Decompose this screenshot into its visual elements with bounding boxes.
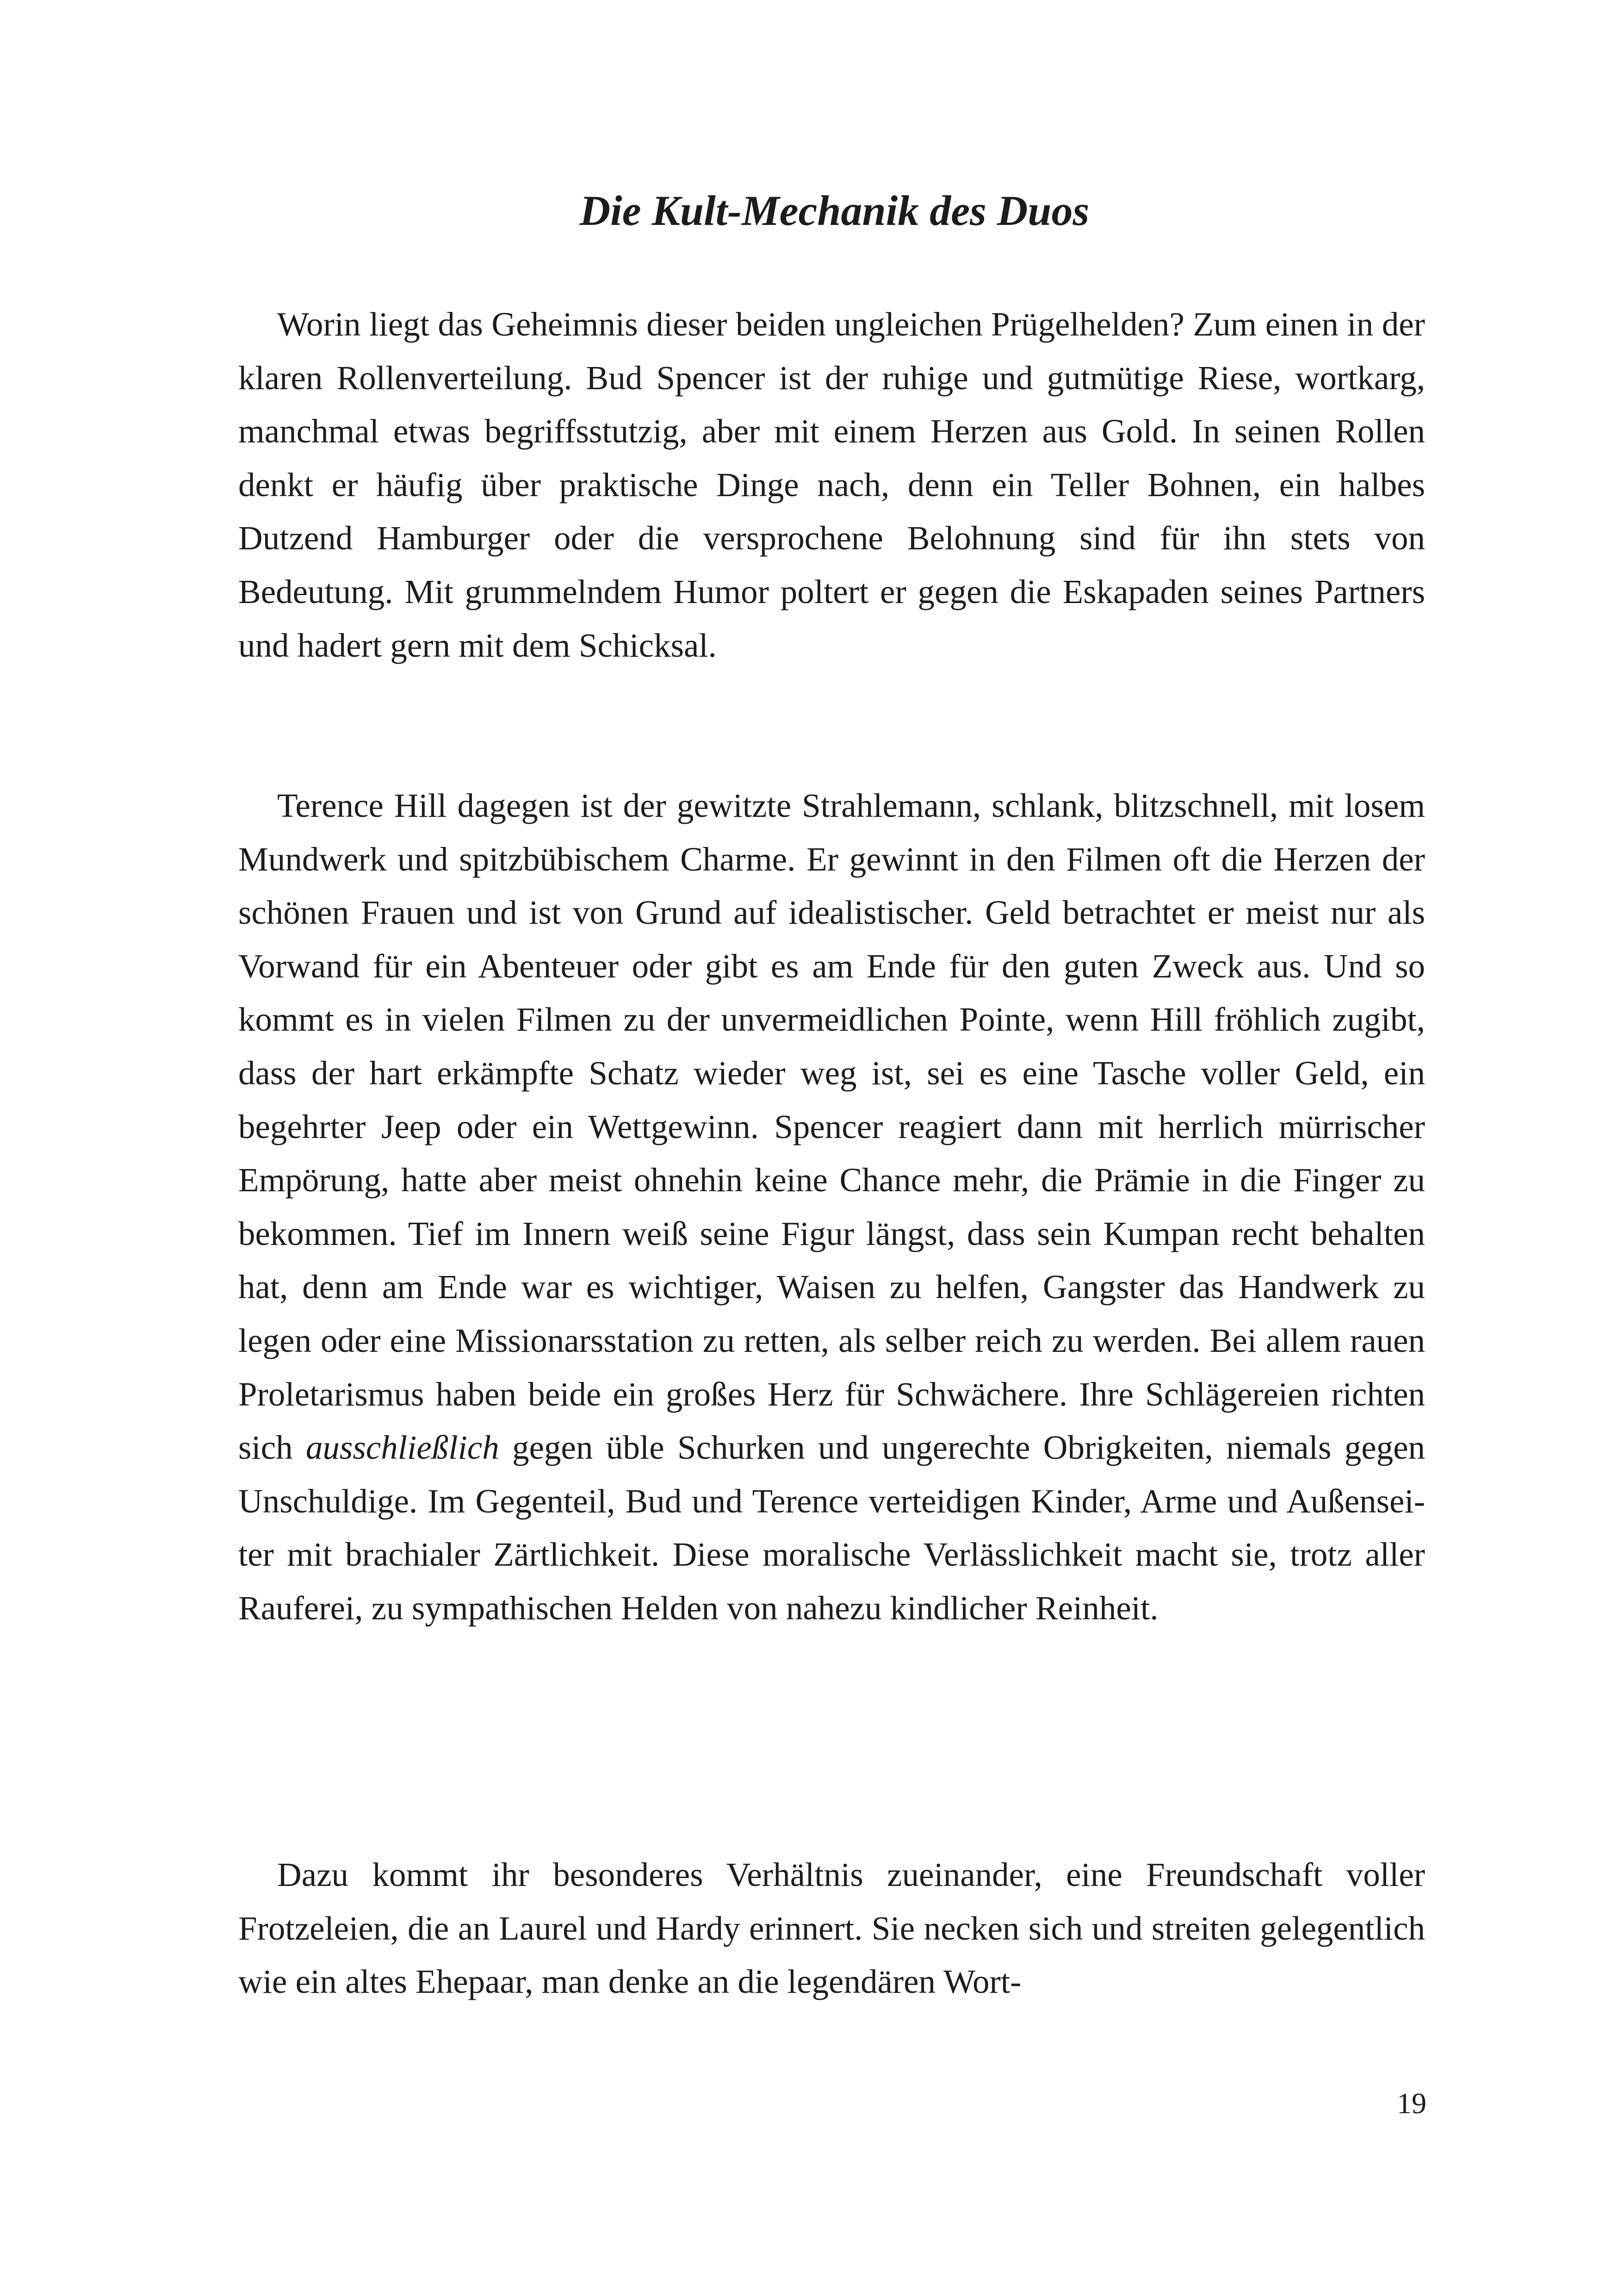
body-paragraph-1	[238, 298, 1425, 672]
paragraph-text: Worin liegt das Geheimnis dieser beiden ungleichen Prügelhelden? Zum einen in der klaren Rollenverteilung. Bud Spencer ist der ruhige und gutmütige Riese, wortkarg, manchmal etwas begriffsstutzig, aber mit einem Herzen aus Gold. In seinen Rollen denkt er häufig über praktische Dinge nach, denn ein Teller Bohnen, ein halbes Dutzend Hamburger oder die versprochene Belohnung sind für ihn stets von Bedeutung. Mit grummelndem Humor poltert er gegen die Eskapaden seines Partners und hadert gern mit dem Schicksal.	[238, 305, 1425, 664]
body-paragraph-2	[238, 779, 1425, 1635]
emphasized-word: ausschließlich	[306, 1429, 499, 1467]
body-paragraph-3	[238, 1848, 1425, 2009]
paragraph-text-part: Terence Hill dagegen ist der gewitzte Strahlemann, schlank, blitzschnell, mit losem Mundwerk und spitzbübischem Charme. Er gewinnt in den Filmen oft die Herzen der schönen Frauen und ist von Grund auf idealistischer. Geld betrachtet er meist nur als Vorwand für ein Abenteuer oder gibt es am Ende für den guten Zweck aus. Und so kommt es in vielen Filmen zu der unvermeidlichen Pointe, wenn Hill fröhlich zugibt, dass der hart erkämpfte Schatz wieder weg ist, sei es eine Tasche voller Geld, ein begehrter Jeep oder ein Wettgewinn. Spencer reagiert dann mit herrlich mürrischer Empörung, hatte aber meist ohnehin keine Chance mehr, die Prämie in die Finger zu bekommen. Tief im Innern weiß seine Figur längst, dass sein Kumpan recht behalten hat, denn am Ende war es wichtiger, Waisen zu helfen, Gangster das Handwerk zu legen oder eine Missionarsstation zu retten, als selber reich zu werden. Bei allem rauen Proletarismus haben beide ein großes Herz für Schwächere. Ihre Schlägereien richten sich	[238, 787, 1425, 1467]
paragraph-text-part: gegen üble Schurken und ungerechte Obrigkeiten, niemals gegen Unschuldige. Im Gegenteil, Bud und Terence verteidigen Kinder, Arme und Außenseiter mit brachialer Zärtlichkeit. Diese moralische Verlässlichkeit macht sie, trotz aller Rauferei, zu sympathischen Helden von nahezu kindlicher Reinheit.	[238, 1429, 1425, 1627]
paragraph-text: Dazu kommt ihr besonderes Verhältnis zueinander, eine Freundschaft voller Frotzeleien, die an Laurel und Hardy erinnert. Sie necken sich und streiten gelegentlich wie ein altes Ehepaar, man denke an die legendären Wort-	[238, 1856, 1425, 2001]
section-heading: Die Kult-Mechanik des Duos	[579, 187, 1090, 234]
paragraph-text	[238, 779, 1425, 1635]
page-number: 19	[1397, 2087, 1426, 2120]
